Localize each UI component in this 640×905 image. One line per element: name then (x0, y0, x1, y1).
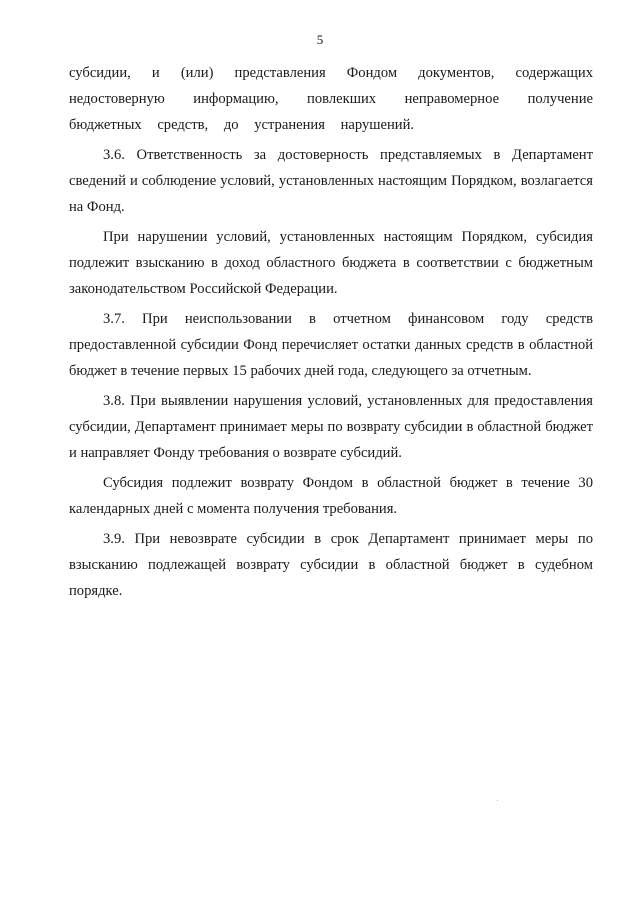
paragraph-3-8: 3.8. При выявлении нарушения условий, установленных для предоставления субсидии, Департамент принимает меры по возврату субсидии в областной бюджет и направляет Фонду требования о возврате субсидий. (69, 393, 593, 461)
paragraph-3-6: 3.6. Ответственность за достоверность представляемых в Департамент сведений и соблюдение условий, установленных настоящим Порядком, возлагается на Фонд. (69, 147, 593, 215)
document-body (69, 60, 593, 604)
paragraph-continuation: субсидии, и (или) представления Фондом документов, содержащих недостоверную информацию, повлекших неправомерное получение бюджетных средств, до устранения нарушений. (69, 65, 593, 133)
paragraph-3-9: 3.9. При невозврате субсидии в срок Департамент принимает меры по взысканию подлежащей возврату субсидии в областной бюджет в судебном порядке. (69, 531, 593, 599)
paragraph-3-6-violation: При нарушении условий, установленных настоящим Порядком, субсидия подлежит взысканию в доход областного бюджета в соответствии с бюджетным законодательством Российской Федерации. (69, 229, 593, 297)
scan-artifact (497, 800, 498, 801)
paragraph-3-7: 3.7. При неиспользовании в отчетном финансовом году средств предоставленной субсидии Фонд перечисляет остатки данных средств в областной бюджет в течение первых 15 рабочих дней года, следующего за отчетным. (69, 311, 593, 379)
paragraph-3-8-refund: Субсидия подлежит возврату Фондом в областной бюджет в течение 30 календарных дней с момента получения требования. (69, 475, 593, 517)
page-number: 5 (316, 32, 324, 47)
